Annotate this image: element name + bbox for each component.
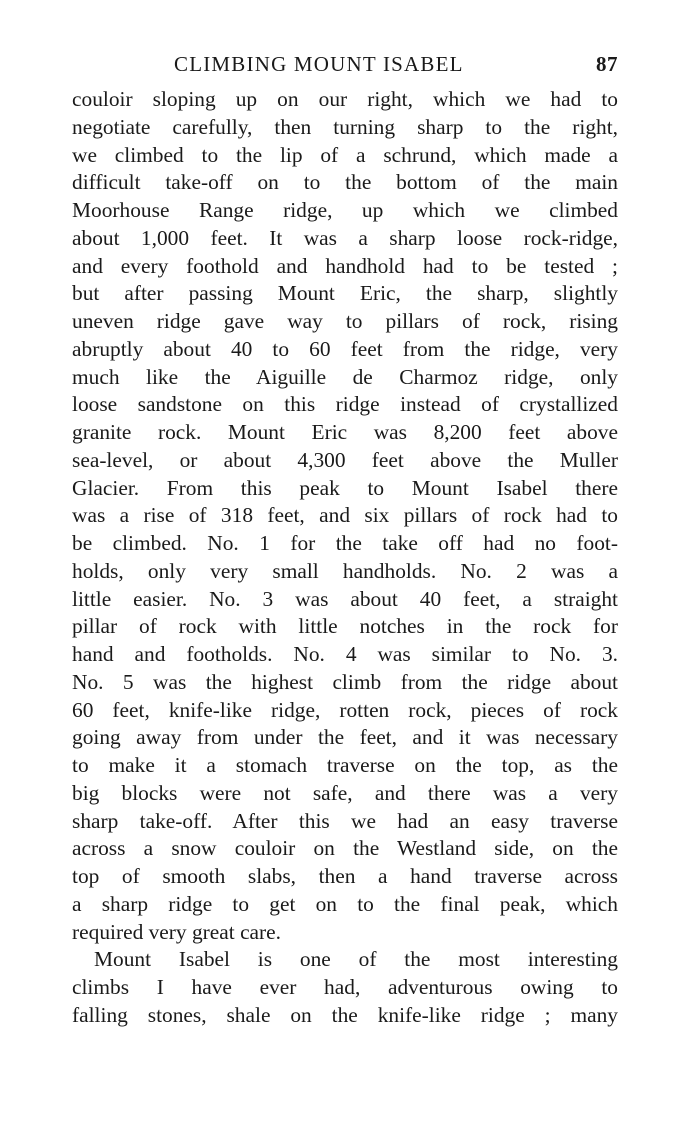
- text-line: couloir sloping up on our right, which we had to: [72, 87, 618, 111]
- book-page: [72, 52, 618, 1030]
- text-line: across a snow couloir on the Westland side, on the: [72, 836, 618, 861]
- text-line: Mount Isabel is one of the most interesting: [94, 947, 618, 972]
- text-line: to make it a stomach traverse on the top, as the: [72, 753, 618, 777]
- text-line: No. 5 was the highest climb from the ridge about: [72, 669, 618, 694]
- text-line: big blocks were not safe, and there was a very: [72, 780, 618, 805]
- text-line: be climbed. No. 1 for the take off had no foot-: [72, 531, 618, 555]
- paragraph-1: [72, 86, 618, 946]
- text-line: 60 feet, knife-like ridge, rotten rock, pieces of rock: [72, 697, 618, 722]
- body-text: [72, 86, 618, 1030]
- text-line: difficult take-off on to the bottom of the main: [72, 170, 618, 195]
- text-line: and every foothold and handhold had to be tested ;: [72, 253, 618, 278]
- text-line: loose sandstone on this ridge instead of crystallized: [72, 392, 618, 417]
- text-line: uneven ridge gave way to pillars of rock, rising: [72, 309, 618, 333]
- text-line: pillar of rock with little notches in the rock for: [72, 614, 618, 639]
- text-line: going away from under the feet, and it was necessary: [72, 725, 618, 750]
- text-line: required very great care.: [72, 919, 282, 944]
- text-line: falling stones, shale on the knife-like ridge ; many: [72, 1002, 618, 1027]
- text-line: climbs I have ever had, adventurous owing to: [72, 975, 618, 999]
- text-line: a sharp ridge to get on to the final peak, which: [72, 891, 618, 916]
- text-line: about 1,000 feet. It was a sharp loose rock-ridge,: [72, 225, 618, 250]
- text-line: granite rock. Mount Eric was 8,200 feet above: [72, 420, 618, 444]
- text-line: top of smooth slabs, then a hand traverse across: [72, 864, 618, 888]
- text-line: we climbed to the lip of a schrund, which made a: [72, 142, 618, 167]
- text-line: much like the Aiguille de Charmoz ridge, only: [72, 364, 618, 389]
- running-header: [72, 52, 618, 86]
- text-line: Moorhouse Range ridge, up which we climbed: [72, 198, 618, 222]
- running-title: CLIMBING MOUNT ISABEL: [174, 52, 464, 76]
- page-number: 87: [596, 52, 618, 76]
- text-line: little easier. No. 3 was about 40 feet, a straight: [72, 586, 618, 611]
- text-line: hand and footholds. No. 4 was similar to No. 3.: [72, 642, 618, 666]
- text-line: was a rise of 318 feet, and six pillars of rock had to: [72, 503, 618, 528]
- text-line: holds, only very small handholds. No. 2 was a: [72, 558, 618, 583]
- text-line: sea-level, or about 4,300 feet above the Muller: [72, 447, 618, 472]
- text-line: sharp take-off. After this we had an easy traverse: [72, 808, 618, 833]
- paragraph-2: [72, 946, 618, 1029]
- text-line: but after passing Mount Eric, the sharp, slightly: [72, 281, 618, 306]
- text-line: abruptly about 40 to 60 feet from the ridge, very: [72, 336, 618, 361]
- text-line: negotiate carefully, then turning sharp to the right,: [72, 114, 618, 139]
- text-line: Glacier. From this peak to Mount Isabel there: [72, 475, 618, 500]
